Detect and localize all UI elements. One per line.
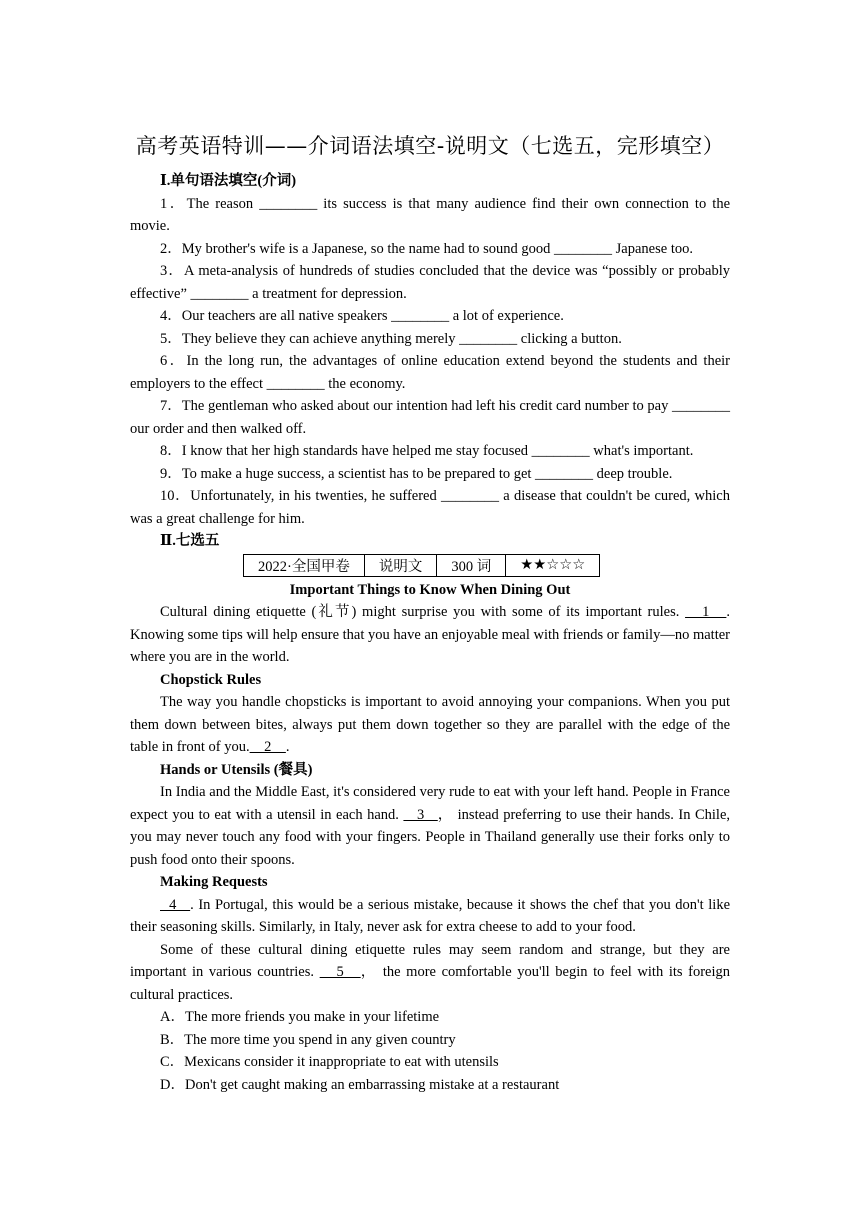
option-c: C．Mexicans consider it inappropriate to eat with utensils [160,1054,499,1070]
question-item: 3．A meta-analysis of hundreds of studies concluded that the device was “possibly or probably effective” ________ a treatment for depression. [130,263,731,302]
grammar-question-list [130,193,730,531]
question-item: 5．They believe they can achieve anything merely ________ clicking a button. [160,330,622,347]
blank-1: 1 [685,604,727,620]
paragraph-1: Cultural dining etiquette (礼节) might surprise you with some of its important rules. 1 . Knowing some tips will help ensure that you have an enjoyable meal with friends or family—no matter where you are in the world. [130,604,731,665]
question-item: 6．In the long run, the advantages of online education extend beyond the students and their employers to the effect ________ the economy. [130,353,730,392]
question-item: 10．Unfortunately, in his twenties, he suffered ________ a disease that couldn't be cured, which was a great challenge for him. [130,488,730,527]
question-item: 7．The gentleman who asked about our intention had left his credit card number to pay ________ our order and then walked off. [130,398,730,437]
paragraph-5: Some of these cultural dining etiquette rules may seem random and strange, but they are important in various countries. 5 ， the more comfortable you'll begin to feel with its foreign cultural practices. [130,941,731,1003]
answer-options [130,1006,730,1096]
paragraph-2: The way you handle chopsticks is important to avoid annoying your companions. When you put them down between bites, always put them down together so they are parallel with the edge of the table in front of you. 2 . [130,694,730,755]
passage-title: Important Things to Know When Dining Out [289,581,571,598]
blank-3: 3 [403,806,438,823]
info-source: 2022·全国甲卷 [244,554,365,576]
question-item: 9．To make a huge success, a scientist has to be prepared to get ________ deep trouble. [160,465,673,482]
question-item: 1．The reason ________ its success is that many audience find their own connection to the movie. [130,195,731,234]
subheading-hands-or-utensils: Hands or Utensils (餐具) [160,761,313,778]
subheading-chopstick-rules: Chopstick Rules [160,671,262,688]
info-difficulty: ★★☆☆☆ [506,554,600,576]
blank-4: 4 [160,896,191,913]
passage-info-table [243,554,600,577]
question-item: 8．I know that her high standards have helped me stay focused ________ what's important. [160,443,694,459]
document-content [130,130,730,1096]
option-a: A．The more friends you make in your lifetime [160,1009,440,1025]
blank-5: 5 [319,964,361,980]
paragraph-4: 4 . In Portugal, this would be a serious mistake, because it shows the chef that you don't like their seasoning skills. Similarly, in Italy, never ask for extra cheese to add to your food. [130,896,731,935]
blank-2: 2 [249,739,286,755]
option-d: D．Don't get caught making an embarrassing mistake at a restaurant [160,1076,560,1093]
info-genre: 说明文 [364,554,437,576]
page-title: 高考英语特训——介词语法填空-说明文（七选五，完形填空） [135,134,725,158]
option-b: B．The more time you spend in any given country [160,1031,456,1048]
info-word-count: 300 词 [437,554,506,576]
subheading-making-requests: Making Requests [160,874,268,890]
question-item: 4．Our teachers are all native speakers ________ a lot of experience. [160,308,564,324]
paragraph-3: In India and the Middle East, it's considered very rude to eat with your left hand. People in France expect you to eat with a utensil in each hand. 3 ， instead preferring to use their hands. In Chile, you may never touch any food with your fingers. People in Thailand generally use their forks only to push food onto their spoons. [130,784,731,868]
section-heading-grammar: Ⅰ.单句语法填空(介词) [160,173,297,189]
question-item: 2．My brother's wife is a Japanese, so the name had to sound good ________ Japanese too. [160,240,693,257]
section-heading-seven-choose-five: Ⅱ.七选五 [160,533,220,549]
